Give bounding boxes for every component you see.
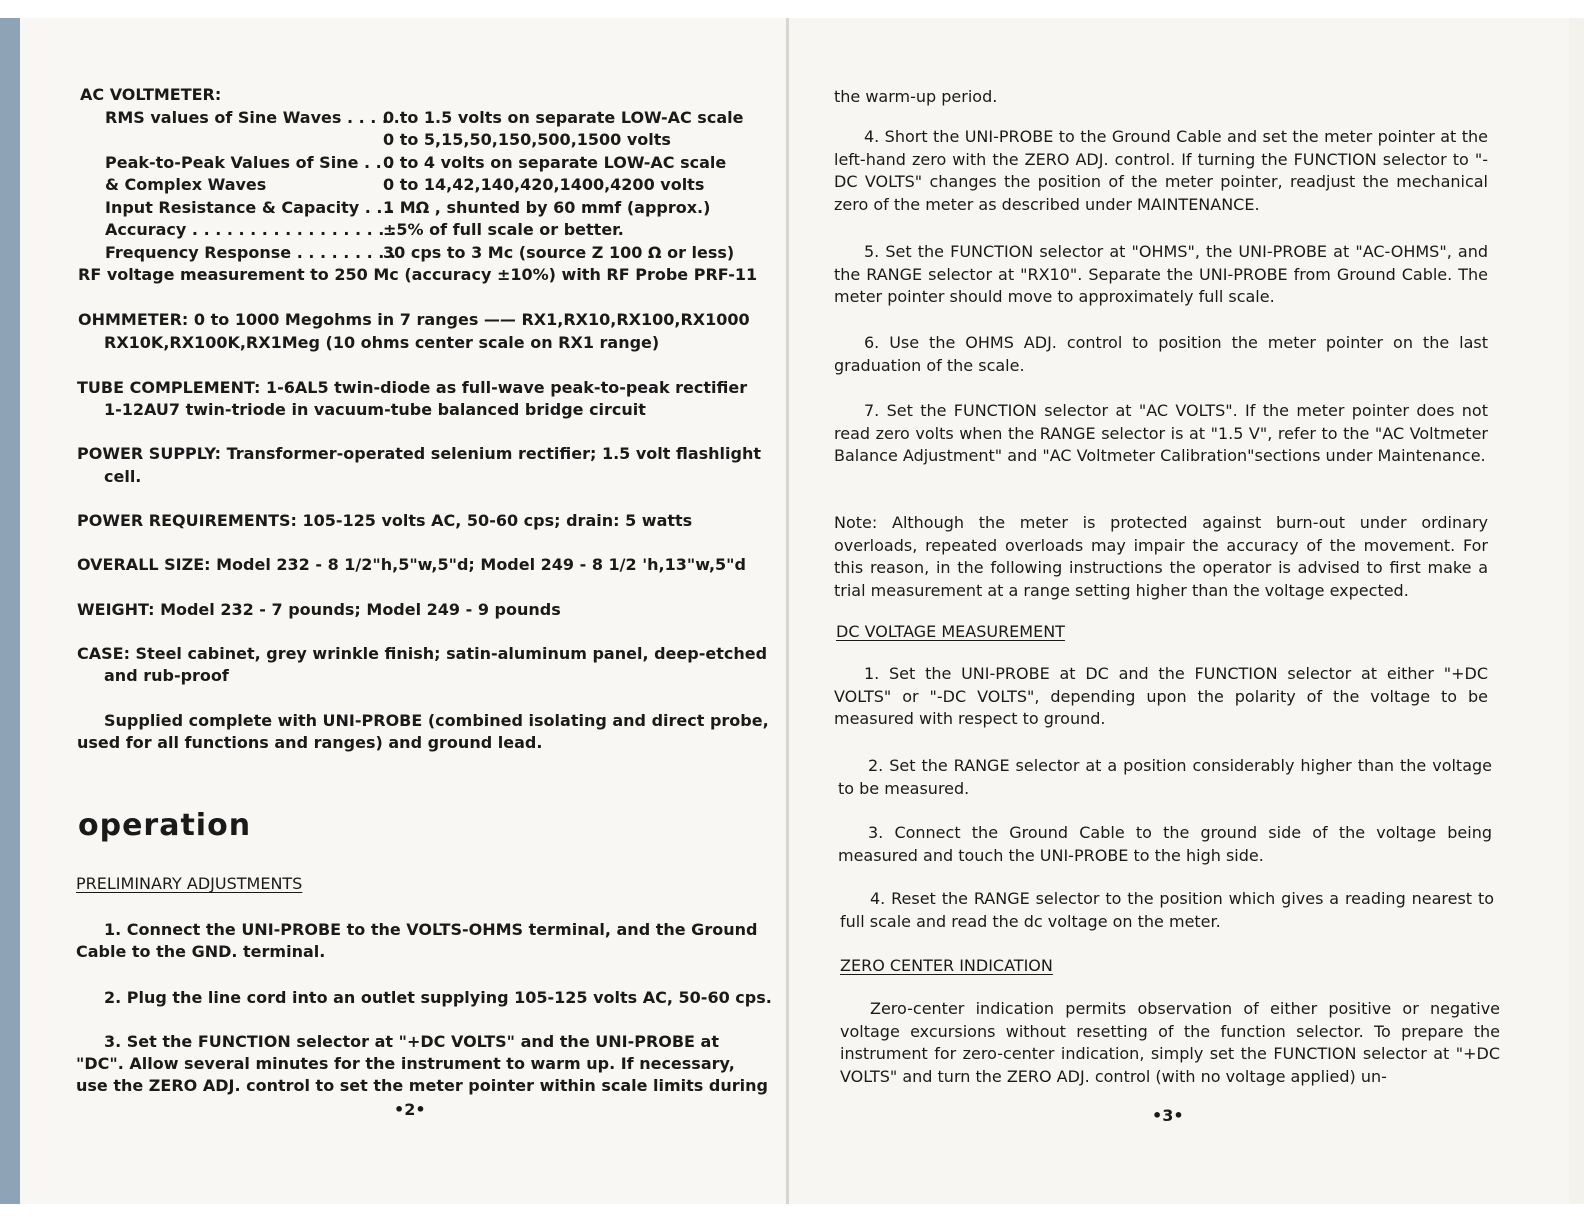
overall-size-line: OVERALL SIZE: Model 232 - 8 1/2"h,5"w,5"d; Model 249 - 8 1/2 'h,13"w,5"d [77,555,746,574]
ac-voltmeter-heading: AC VOLTMETER: [80,85,222,104]
preliminary-adjustments-heading: PRELIMINARY ADJUSTMENTS [76,874,303,893]
case-line-1: CASE: Steel cabinet, grey wrinkle finish; satin-aluminum panel, deep-etched [77,644,768,663]
rf-measurement-line: RF voltage measurement to 250 Mc (accuracy ±10%) with RF Probe PRF-11 [78,265,758,284]
spec-label: Accuracy . . . . . . . . . . . . . . . . . . [105,220,397,239]
spec-value: 0 to 14,42,140,420,1400,4200 volts [383,175,705,194]
weight-line: WEIGHT: Model 232 - 7 pounds; Model 249 - 9 pounds [77,600,561,619]
step-4-paragraph: 4. Short the UNI-PROBE to the Ground Cable and set the meter pointer at the left-hand zero with the ZERO ADJ. control. If turning the FUNCTION selector to "-DC VOLTS" changes the position of the meter pointer, readjust the mechanical zero of the meter as described under MAINTENANCE. [834,127,1488,214]
ohmmeter-line-2: RX10K,RX100K,RX1Meg (10 ohms center scale on RX1 range) [104,333,660,352]
step-3-line-2: "DC". Allow several minutes for the instrument to warm up. If necessary, [76,1054,735,1073]
continuation-line: the warm-up period. [834,87,998,106]
supplied-line-1: Supplied complete with UNI-PROBE (combined isolating and direct probe, [104,711,769,730]
spec-label: RMS values of Sine Waves . . . . . [105,108,400,127]
case-line-2: and rub-proof [104,666,229,685]
spec-value: ±5% of full scale or better. [383,220,624,239]
spec-label: Peak-to-Peak Values of Sine . . . [105,153,394,172]
zero-center-heading: ZERO CENTER INDICATION [840,956,1053,975]
spec-value: 1 MΩ , shunted by 60 mmf (approx.) [383,198,711,217]
spec-label: & Complex Waves [105,175,267,194]
zero-center-paragraph: Zero-center indication permits observation of either positive or negative voltage excursions without resetting of the function selector. To prepare the instrument for zero-center indication, simply set the FUNCTION selector at "+DC VOLTS" and turn the ZERO ADJ. control (with no voltage applied) un- [840,999,1500,1086]
spec-value: 30 cps to 3 Mc (source Z 100 Ω or less) [383,243,735,262]
tube-complement-line-1: TUBE COMPLEMENT: 1-6AL5 twin-diode as full-wave peak-to-peak rectifier [77,378,748,397]
step-1-line-1: 1. Connect the UNI-PROBE to the VOLTS-OHMS terminal, and the Ground [104,920,758,939]
step-5-paragraph: 5. Set the FUNCTION selector at "OHMS", the UNI-PROBE at "AC-OHMS", and the RANGE selector at "RX10". Separate the UNI-PROBE from Ground Cable. The meter pointer should move to approximately full scale. [834,242,1488,306]
cover-edge [0,18,20,1204]
operation-heading: operation [78,808,252,843]
dc-step-1-paragraph: 1. Set the UNI-PROBE at DC and the FUNCTION selector at either "+DC VOLTS" or "-DC VOLTS", depending upon the polarity of the voltage to be measured with respect to ground. [834,664,1488,728]
supplied-line-2: used for all functions and ranges) and ground lead. [77,733,543,752]
bottom-margin [0,1204,1584,1224]
spec-value: 0 to 5,15,50,150,500,1500 volts [383,130,671,149]
page-number-left: •2• [394,1100,426,1119]
dc-step-4-paragraph: 4. Reset the RANGE selector to the position which gives a reading nearest to full scale and read the dc voltage on the meter. [840,889,1494,931]
step-3-line-1: 3. Set the FUNCTION selector at "+DC VOLTS" and the UNI-PROBE at [104,1032,719,1051]
step-2-line: 2. Plug the line cord into an outlet supplying 105-125 volts AC, 50-60 cps. [104,988,772,1007]
spec-value: 0 to 4 volts on separate LOW-AC scale [383,153,727,172]
page-number-right: •3• [1152,1106,1184,1125]
dc-voltage-heading: DC VOLTAGE MEASUREMENT [836,622,1065,641]
power-supply-line-1: POWER SUPPLY: Transformer-operated selenium rectifier; 1.5 volt flashlight [77,444,762,463]
note-paragraph: Note: Although the meter is protected against burn-out under ordinary overloads, repeated overloads may impair the accuracy of the movement. For this reason, in the following instructions the operator is advised to first make a trial measurement at a range setting higher than the voltage expected. [834,513,1488,600]
ohmmeter-line-1: OHMMETER: 0 to 1000 Megohms in 7 ranges —— RX1,RX10,RX100,RX1000 [78,310,750,329]
power-supply-line-2: cell. [104,467,142,486]
dc-step-3-paragraph: 3. Connect the Ground Cable to the ground side of the voltage being measured and touch the UNI-PROBE to the high side. [838,823,1492,865]
top-margin [0,0,1584,18]
spec-value: 0 to 1.5 volts on separate LOW-AC scale [383,108,744,127]
step-6-paragraph: 6. Use the OHMS ADJ. control to position the meter pointer on the last graduation of the scale. [834,333,1488,375]
step-1-line-2: Cable to the GND. terminal. [76,942,326,961]
tube-complement-line-2: 1-12AU7 twin-triode in vacuum-tube balanced bridge circuit [104,400,646,419]
dc-step-2-paragraph: 2. Set the RANGE selector at a position considerably higher than the voltage to be measured. [838,756,1492,798]
spec-label: Frequency Response . . . . . . . . . [105,243,396,262]
power-requirements-line: POWER REQUIREMENTS: 105-125 volts AC, 50-60 cps; drain: 5 watts [77,511,693,530]
step-3-line-3: use the ZERO ADJ. control to set the meter pointer within scale limits during [76,1076,768,1095]
step-7-paragraph: 7. Set the FUNCTION selector at "AC VOLTS". If the meter pointer does not read zero volts when the RANGE selector is at "1.5 V", refer to the "AC Voltmeter Balance Adjustment" and "AC Voltmeter Calibration"sections under Maintenance. [834,401,1488,465]
spec-label: Input Resistance & Capacity . . . . [105,198,406,217]
